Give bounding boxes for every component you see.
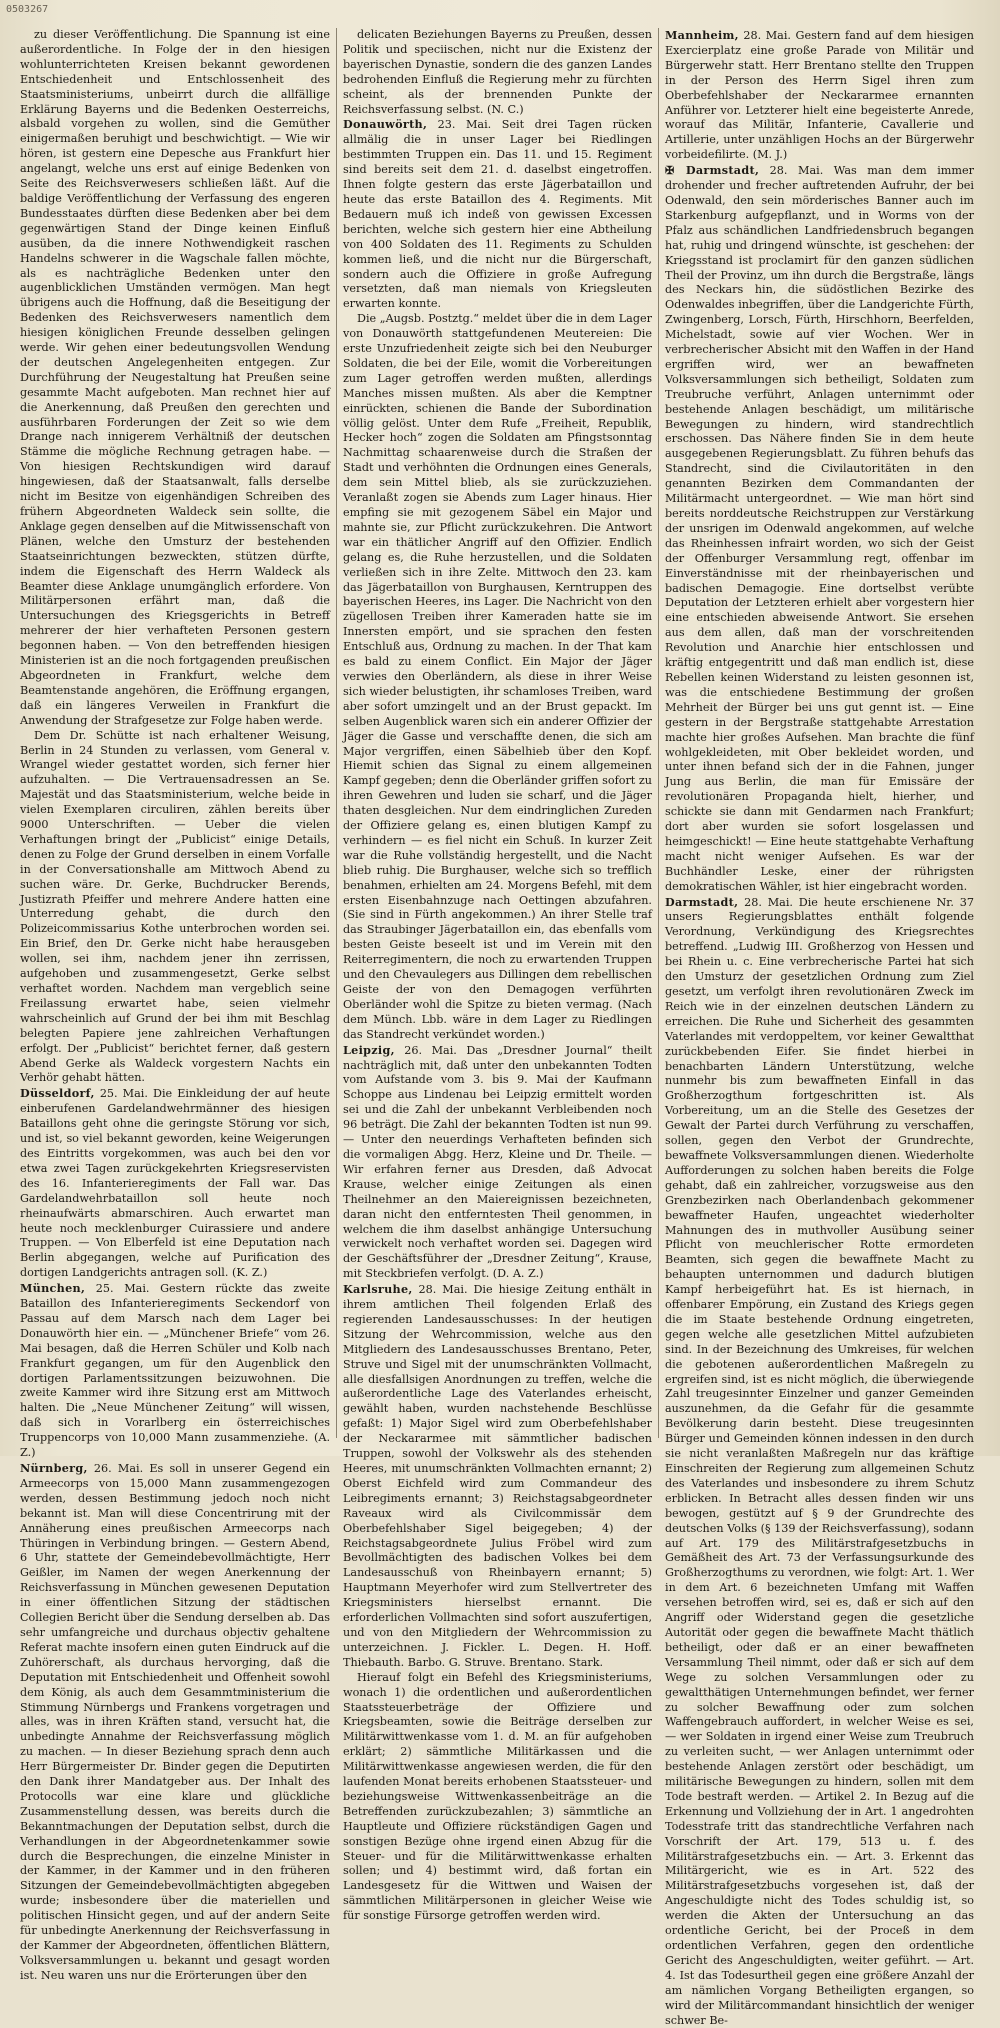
paragraph-text: delicaten Beziehungen Bayerns zu Preußen, dessen Politik und speciischen, nicht nur die Existenz der bayerischen Dynastie, sondern die des ganzen Landes bedrohenden Einfluß die Regierung mehr zu fürchten scheint, als der brennenden Punkte der Reichsverfassung selbst. (N. C.)	[343, 28, 652, 116]
paragraph-text: 28. Mai. Gestern fand auf dem hiesigen Exercierplatz eine große Parade von Militär und Bürgerwehr statt. Herr Brentano stellte den Truppen in der Person des Herrn Sigel ihren zum Oberbefehlshaber der Neckararmee ernannten Anführer vor. Letzterer hielt eine begeisterte Anrede, worauf das Militär, Infanterie, Cavallerie und Artillerie, unter unzähligen Hochs an der Bürgerwehr vorbeidefilirte. (M. J.)	[665, 29, 974, 162]
dateline-place: ✠ Darmstadt,	[665, 163, 760, 178]
paragraph-text: 25. Mai. Gestern rückte das zweite Bataillon des Infanterieregiments Seckendorf von Passau auf dem Marsch nach dem Lager bei Donauwörth hier ein. — „Münchener Briefe“ vom 26. Mai besagen, daß die Herren Schüler und Kolb nach Frankfurt gegangen, um für den Augenblick den dortigen Parlamentssitzungen beizuwohnen. Die zweite Kammer wird ihre Sitzung erst am Mittwoch halten. Die „Neue Münchener Zeitung“ will wissen, daß sich in Vorarlberg ein österreichisches Truppencorps von 10,000 Mann zusammenziehe. (A. Z.)	[20, 1282, 330, 1460]
article-paragraph	[665, 28, 974, 163]
paragraph-text: 28. Mai. Was man dem immer drohender und frecher auftretenden Aufruhr, der bei Odenwald, den sein mörderisches Banner auch im Starkenburg aufgepflanzt, und in Worms von der Pfalz aus schändlichen Landfriedensbruch begangen hat, ruhig und dringend wünschte, ist geschehen: der Kriegsstand ist proclamirt für den ganzen südlichen Theil der Provinz, um ihn durch die Bergstraße, längs des Neckars hin, die südöstlichen Bezirke des Odenwaldes inbegriffen, über die Landgerichte Fürth, Zwingenberg, Lorsch, Fürth, Hirschhorn, Beerfelden, Michelstadt, sowie auf vier Wochen. Wer in verbrecherischer Absicht mit den Waffen in der Hand ergriffen wird, wer an bewaffneten Volksversammlungen sich betheiligt, Soldaten zum Treubruche verführt, Anlagen unternimmt oder bestehende Anlagen beschädigt, um militärische Bewegungen zu hindern, wird standrechtlich erschossen. Das Nähere finden Sie in dem heute ausgegebenen Regierungsblatt. Zu führen behufs das Standrecht, sind die Civilautoritäten in den genannten Bezirken dem Commandanten der Militärmacht untergeordnet. — Wie man hört sind bereits norddeutsche Reichstruppen zur Verstärkung der unsrigen im Odenwald angekommen, auf welche das Rheinhessen infrairt worden, wo sich der Geist der Offenburger Versammlung regt, offenbar im Einverständnisse mit der rheinbayerischen und badischen Demagogie. Eine dortselbst verübte Deputation der Letzteren erhielt aber vorgestern hier eine entschieden abweisende Antwort. Sie ersehen aus dem allen, daß man der vorschreitenden Revolution und Anarchie hier entschlossen und kräftig entgegentritt und daß man endlich ist, diese Rebellen keinen Widerstand zu leisten gesonnen ist, was die entschiedene Bestimmung der großen Mehrheit der Bürger bei uns gut gennt ist. — Eine gestern in der Bergstraße stattgehabte Arrestation machte hier großes Aufsehen. Man brachte die fünf wohlgekleideten, mit Ober bekleidet worden, und unter ihnen befand sich der in die Fahnen, junger Jung aus Berlin, die man für Emissäre der revolutionären Propaganda hielt, hierher, und schickte sie dann mit Gendarmen nach Frankfurt; dort aber wurden sie sofort losgelassen und heimgeschickt! — Eine heute stattgehabte Verhaftung macht nicht weniger Aufsehen. Es war der Buchhändler Leske, einer der rührigsten demokratischen Wähler, ist hier eingebracht worden.	[665, 164, 974, 893]
article-paragraph	[343, 28, 652, 117]
article-paragraph	[343, 312, 652, 1042]
dateline-place: Leipzig,	[343, 1042, 395, 1057]
column-3	[658, 28, 980, 2027]
paragraph-text: zu dieser Veröffentlichung. Die Spannung ist eine außerordentliche. In Folge der in den hiesigen wohlunterrichteten Kreisen bekannt gewordenen Entschiedenheit und Entschlossenheit des Staatsministeriums, unbeirrt durch die allfällige Erklärung Bayerns und die Bedenken Oesterreichs, alsbald vorgehen zu wollen, sind die Gemüther einigermaßen beruhigt und beschwichtigt. — Wie wir hören, ist gestern eine Depesche aus Frankfurt hier angelangt, welche uns erst auf einige Bedenken von Seite des Reichsverwesers schließen läßt. Auf die baldige Veröffentlichung der Verfassung des engeren Bundesstaates dürften diese Bedenken aber bei dem gegenwärtigen Stand der Dinge keinen Einfluß ausüben, da die innere Nothwendigkeit raschen Handelns schwerer in die Wagschale fallen möchte, als es nachträgliche Bedenken unter den augenblicklichen Umständen vermögen. Man hegt übrigens auch die Hoffnung, daß die Beseitigung der Bedenken des Reichsverwesers namentlich dem hiesigen königlichen Freunde desselben gelingen werde. Wir gehen einer bedeutungsvollen Wendung der deutschen Angelegenheiten entgegen. Zur Durchführung der Neugestaltung hat Preußen seine gesammte Macht aufgeboten. Man rechnet hier auf die Anerkennung, daß Preußen den gerechten und ausführbaren Forderungen der Zeit so wie dem Drange nach innigerem Verhältniß der deutschen Stämme die mögliche Rechnung getragen habe. — Von hiesigen Rechtskundigen wird darauf hingewiesen, daß der Staatsanwalt, falls derselbe nicht im Besitze von eigenhändigen Schreiben des frühern Abgeordneten Waldeck sein sollte, die Anklage gegen denselben auf die Mitwissenschaft von Plänen, welche den Umsturz der bestehenden Staatseinrichtungen bezweckten, stützen dürfte, indem die Eigenschaft des Herrn Waldeck als Beamter diese Anklage unumgänglich erfordere. Von Militärpersonen erfährt man, daß die Untersuchungen des Kriegsgerichts in Betreff mehrerer der hier verhafteten Personen gestern begonnen haben. — Von den betreffenden hiesigen Ministerien ist an die noch fortgagenden preußischen Abgeordneten in Frankfurt, welche dem Beamtenstande angehören, die Eröffnung ergangen, daß ein längeres Verweilen in Frankfurt die Anwendung der Strafgesetze zur Folge haben werde.	[20, 28, 330, 727]
article-paragraph	[665, 895, 974, 2028]
dateline-place: Mannheim,	[665, 28, 739, 42]
dateline-place: Karlsruhe,	[343, 1282, 413, 1297]
dateline-place: Donauwörth,	[343, 117, 428, 132]
article-paragraph	[343, 1282, 652, 1671]
article-paragraph	[20, 1461, 330, 1984]
article-paragraph	[20, 1281, 330, 1461]
dateline-place: Darmstadt,	[665, 894, 739, 909]
article-paragraph	[343, 117, 652, 312]
column-2	[336, 28, 658, 1923]
article-paragraph	[20, 1086, 330, 1281]
paragraph-text: 26. Mai. Das „Dresdner Journal“ theilt nachträglich mit, daß unter den unbekannten Todten vom Aufstande vom 3. bis 9. Mai der Kaufmann Schoppe aus Lindenau bei Leipzig ermittelt worden sei und die Zahl der unbekannt Verbleibenden noch 96 beträgt. Die Zahl der bekannten Todten ist nun 99. — Unter den neuerdings Verhafteten befinden sich die vormaligen Abgg. Herz, Kleine und Dr. Theile. — Wir erfahren ferner aus Dresden, daß Advocat Krause, welcher einige Zeitungen als einen Theilnehmer an den Maiereignissen bezeichneten, daran nicht den entferntesten Theil genommen, in welchem die ihm daselbst anhängige Untersuchung verwickelt noch verhaftet worden sei. Dagegen wird der Geschäftsführer der „Dresdner Zeitung“, Krause, mit Steckbriefen verfolgt. (D. A. Z.)	[343, 1043, 652, 1281]
article-paragraph	[20, 729, 330, 1087]
paragraph-text: Dem Dr. Schütte ist nach erhaltener Weisung, Berlin in 24 Stunden zu verlassen, vom General v. Wrangel wieder gestattet worden, sich ferner hier aufzuhalten. — Die Vertrauensadressen an Se. Majestät und das Staatsministerium, welche beide in vielen Exemplaren circuliren, zählen bereits über 9000 Unterschriften. — Ueber die vielen Verhaftungen bringt der „Publicist“ einige Details, denen zu Folge der Grund derselben in einem Vorfalle in der Conversationshalle am Mittwoch Abend zu suchen wäre. Dr. Gerke, Buchdrucker Berends, Justizrath Pfeiffer und mehrere Andere hatten eine Unterredung gehabt, die durch den Polizeicommissarius Kothe unterbrochen worden sei. Ein Brief, den Dr. Gerke nicht habe herausgeben wollen, sei ihm, nachdem jener ihn zerrissen, aufgehoben und zusammengesetzt, Gerke selbst verhaftet worden. Nachdem man vergeblich seine Freilassung erwartet habe, seien vielmehr wahrscheinlich auf Grund der bei ihm mit Beschlag belegten Papiere jene zahlreichen Verhaftungen erfolgt. Der „Publicist“ berichtet ferner, daß gestern Abend Gerke als Waldeck vorgestern Nachts ein Verhör gehabt hätten.	[20, 728, 330, 1085]
paragraph-text: 28. Mai. Die hiesige Zeitung enthält in ihrem amtlichen Theil folgenden Erlaß des regierenden Landesausschusses: In der heutigen Sitzung der Wehrcommission, welche aus den Mitgliedern des Landesausschusses Brentano, Peter, Struve und Sigel mit der unumschränkten Vollmacht, alle diesfallsigen Anordnungen zu treffen, welche die außerordentliche Lage des Vaterlandes erheischt, gewählt haben, wurden nachstehende Beschlüsse gefaßt: 1) Major Sigel wird zum Oberbefehlshaber der Neckararmee mit sämmtlicher badischen Truppen, sowohl der Volkswehr als des stehenden Heeres, mit unumschränkten Vollmachten ernannt; 2) Oberst Eichfeld wird zum Commandeur des Leibregiments ernannt; 3) Reichstagsabgeordneter Raveaux wird als Civilcommissär dem Oberbefehlshaber Sigel beigegeben; 4) der Reichstagsabgeordnete Julius Fröbel wird zum Bevollmächtigten des badischen Volkes bei dem Landesausschuß von Rheinbayern ernannt; 5) Hauptmann Meyerhofer wird zum Stellvertreter des Kriegsministers hierselbst ernannt. Die erforderlichen Vollmachten sind sofort auszufertigen, und von den Mitgliedern der Wehrcommission zu unterzeichnen. J. Fickler. L. Degen. H. Hoff. Thiebauth. Barbo. G. Struve. Brentano. Stark.	[343, 1283, 652, 1669]
dateline-place: Nürnberg,	[20, 1461, 88, 1475]
column-1	[14, 28, 336, 1982]
dateline-place: Düsseldorf,	[20, 1086, 95, 1101]
page-id: 0503267	[6, 4, 49, 15]
paragraph-text: 28. Mai. Die heute erschienene Nr. 37 unsers Regierungsblattes enthält folgende Verordnung, Verkündigung des Kriegsrechtes betreffend. „Ludwig III. Großherzog von Hessen und bei Rhein u. c. Eine verbrecherische Partei hat sich den Umsturz der gesetzlichen Ordnung zum Ziel gesetzt, um verfolgt ihren revolutionären Zweck im Reich wie in der einzelnen deutschen Ländern zu erreichen. Die Ruhe und Sicherheit des gesammten Vaterlandes mit verdoppeltem, vor keiner Gewaltthat zurückbebenden Eifer. Sie findet hierbei in benachbarten Ländern Unterstützung, welche nunmehr bis zum bewaffneten Einfall in das Großherzogthum fortgeschritten ist. Als Vorbereitung, um an die Stelle des Gesetzes der Gewalt der Partei durch Verführung zu verschaffen, sollen, gegen den Verbot der Grundrechte, bewaffnete Volksversammlungen dienen. Wiederholte Aufforderungen zu solchen haben bereits die Folge gehabt, daß ein zahlreicher, vorzugsweise aus den Grenzbezirken nach Oberlandenbach gekommener bewaffneter Haufen, ungeachtet wiederholter Mahnungen des in muthvoller Ausübung seiner Pflicht von meuchlerischer Rotte ermordeten Beamten, sich gegen die bewaffnete Macht zu behaupten unternommen und dadurch blutigen Kampf herbeigeführt hat. Es ist hiernach, in offenbarer Empörung, ein Zustand des Kriegs gegen die im Staate bestehende Ordnung eingetreten, gegen welche alle gesetzlichen Mittel aufzubieten sind. In der Bezeichnung des Umkreises, für welchen die gebotenen außerordentlichen Maßregeln zu ergreifen sind, ist es nicht möglich, die überwiegende Zahl treugesinnter Einzelner und ganzer Gemeinden auszunehmen, da die Gefahr für die gesammte Bevölkerung darin besteht. Diese treugesinnten Bürger und Gemeinden können indessen in den durch sie nicht veranlaßten Maßregeln nur das kräftige Einschreiten der Regierung zum allgemeinen Schutz des Vaterlandes und insbesondere zu ihrem Schutz erblicken. In Betracht alles dessen finden wir uns bewogen, gestützt auf § 9 der Grundrechte des deutschen Volks (§ 139 der Reichsverfassung), sodann auf Art. 179 des Militärstrafgesetzbuchs in Gemäßheit des Art. 73 der Verfassungsurkunde des Großherzogthums zu verordnen, wie folgt: Art. 1. Wer in dem Art. 6 bezeichneten Umfang mit Waffen versehen betroffen wird, sei es, daß er sich auf den Angriff oder Widerstand gegen die gesetzliche Autorität oder gegen die bewaffnete Macht thätlich betheiligt, oder daß er an einer bewaffneten Versammlung Theil nimmt, oder daß er sich auf dem Wege zu solchen Versammlungen oder zu gewaltthätigen Unternehmungen befindet, wer ferner zu solcher Bewaffnung oder zum solchen Waffengebrauch auffordert, in welcher Weise es sei, — wer Soldaten in irgend einer Weise zum Treubruch zu verleiten sucht, — wer Anlagen unternimmt oder bestehende Anlagen zerstört oder beschädigt, um militärische Bewegungen zu hindern, sollen mit dem Tode bestraft werden. — Artikel 2. In Bezug auf die Erkennung und Vollziehung der in Art. 1 angedrohten Todesstrafe tritt das standrechtliche Verfahren nach Vorschrift der Art. 179, 513 u. f. des Militärstrafgesetzbuchs ein. — Art. 3. Erkennt das Militärgericht, wie es in Art. 522 des Militärstrafgesetzbuchs vorgesehen ist, daß der Angeschuldigte nicht des Todes schuldig ist, so werden die Akten der Untersuchung an das ordentliche Gericht, bei der Proceß in dem ordentlichen Verfahren, gegen den ordentliche Gericht des Angeschuldigten, weiter geführt. — Art. 4. Ist das Todesurtheil gegen eine größere Anzahl der am nämlichen Vorgang Betheiligten ergangen, so wird der Militärcommandant hinsichtlich der weniger schwer Be-	[665, 895, 974, 2027]
paragraph-text: Die „Augsb. Postztg.“ meldet über die in dem Lager von Donauwörth stattgefundenen Meutereien: Die erste Unzufriedenheit zeigte sich bei den Neuburger Soldaten, die bei der Eile, womit die Vorbereitungen zum Lager getroffen werden mußten, allerdings Manches missen mußten. Als aber die Kemptner einrückten, schienen die Bande der Subordination völlig gelöst. Unter dem Rufe „Freiheit, Republik, Hecker hoch“ zogen die Soldaten am Pfingstsonntag Nachmittag schaarenweise durch die Straßen der Stadt und verhöhnten die Ordnungen eines Generals, dem sein Mittel blieb, als sie zurückzuziehen. Veranlaßt zogen sie Abends zum Lager hinaus. Hier empfing sie mit gezogenem Säbel ein Major und mahnte sie, zur Pflicht zurückzukehren. Die Antwort war ein thätlicher Angriff auf den Offizier. Endlich gelang es, die Ruhe herzustellen, und die Soldaten verließen sich in ihre Zelte. Mittwoch den 23. kam das Jägerbataillon von Burghausen, Kerntruppen des bayerischen Heeres, ins Lager. Die Nachricht von den zügellosen Treiben ihrer Kameraden hatte sie im Innersten empört, und sie sprachen den festen Entschluß aus, Ordnung zu machen. In der That kam es bald zu einem Conflict. Ein Major der Jäger verwies den Oberländern, als diese in ihrer Weise sich wieder belustigten, ihr schamloses Treiben, ward aber sofort umzingelt und an der Brust gepackt. Im selben Augenblick waren sich ein anderer Offizier der Jäger die Gasse und verschaffte denen, die sich am Major vergriffen, einen Säbelhieb über den Kopf. Hiemit schien das Signal zu einem allgemeinen Kampf gegeben; denn die Oberländer griffen sofort zu ihren Gewehren und luden sie scharf, und die Jäger thaten desgleichen. Nur dem eindringlichen Zureden der Offiziere gelang es, einen blutigen Kampf zu verhindern — es fiel nicht ein Schuß. In kurzer Zeit war die Ruhe vollständig hergestellt, und die Nacht blieb ruhig. Die Burghauser, welche sich so trefflich benahmen, erhielten am 24. Morgens Befehl, mit dem ersten Eisenbahnzuge nach Oettingen abzufahren. (Sie sind in Fürth angekommen.) An ihrer Stelle traf das Straubinger Jägerbataillon ein, das ebenfalls vom besten Geiste beseelt ist und im Verein mit den Reiterregimentern, die noch zu erwartenden Truppen und den Chevaulegers aus Dillingen dem rebellischen Geiste der von den Demagogen verführten Oberländer wohl die Spitze zu bieten vermag. (Nach dem Münch. Lbb. wäre in dem Lager zu Riedlingen das Standrecht verkündet worden.)	[343, 312, 652, 1041]
paragraph-text: 26. Mai. Es soll in unserer Gegend ein Armeecorps von 15,000 Mann zusammengezogen werden, dessen Bestimmung jedoch noch nicht bekannt ist. Man will diese Concentrirung mit der Annäherung eines preußischen Armeecorps nach Thüringen in Verbindung bringen. — Gestern Abend, 6 Uhr, stattete der Gemeindebevollmächtigte, Herr Geißler, im Namen der wegen Anerkennung der Reichsverfassung in München gewesenen Deputation in einer öffentlichen Sitzung der städtischen Collegien Bericht über die Sendung derselben ab. Das sehr umfangreiche und durchaus objectiv gehaltene Referat machte insofern einen guten Eindruck auf die Zuhörerschaft, als durchaus hervorging, daß die Deputation mit Entschiedenheit und Offenheit sowohl dem König, als auch dem Gesammtministerium die Stimmung Nürnbergs und Frankens vorgetragen und alles, was in ihren Kräften stand, versucht hat, die unbedingte Annahme der Reichsverfassung möglich zu machen. — In dieser Beziehung sprach denn auch Herr Bürgermeister Dr. Binder gegen die Deputirten den Dank ihrer Mandatgeber aus. Der Inhalt des Protocolls war eine klare und glückliche Zusammenstellung dessen, was bereits durch die Bekanntmachungen der Deputation selbst, durch die Verhandlungen in der Abgeordnetenkammer sowie durch die Besprechungen, die einzelne Minister in der Kammer, in der Kammer und in den früheren Sitzungen der Gemeindebevollmächtigten abgegeben wurde; insbesondere über die materiellen und politischen Hinsicht gegen, und auf der andern Seite für unbedingte Anerkennung der Reichsverfassung in der Kammer der Abgeordneten, öffentlichen Blättern, Volksversammlungen u. bekannt und gesagt worden ist. Neu waren uns nur die Erörterungen über den	[20, 1462, 330, 1982]
article-paragraph	[665, 163, 974, 894]
article-paragraph	[20, 28, 330, 729]
dateline-place: München,	[20, 1281, 86, 1296]
article-paragraph	[343, 1671, 652, 1924]
text-columns	[14, 28, 988, 2027]
paragraph-text: 25. Mai. Die Einkleidung der auf heute einberufenen Gardelandwehrmänner des hiesigen Bataillons geht ohne die geringste Störung vor sich, und ist, so viel bekannt geworden, keine Weigerungen des Eintritts vorgekommen, was auch bei den vor etwa zwei Tagen zurückgekehrten Kriegsreservisten des 16. Infanterieregiments der Fall war. Das Gardelandwehrbataillon soll heute noch rheinaufwärts abmarschiren. Auch erwartet man heute noch mecklenburger Cuirassiere und andere Truppen. — Von Elberfeld ist eine Deputation nach Berlin abgegangen, welche auf Purification des dortigen Landgerichts antragen soll. (K. Z.)	[20, 1087, 330, 1280]
paragraph-text: 23. Mai. Seit drei Tagen rücken allmälig die in unser Lager bei Riedlingen bestimmten Truppen ein. Das 11. und 15. Regiment sind bereits seit dem 21. d. daselbst eingetroffen. Ihnen folgte gestern das erste Jägerbataillon und heute das erste Bataillon des 4. Regiments. Mit Bedauern muß ich indeß von gewissen Excessen berichten, welche sich gestern hier eine Abtheilung von 400 Soldaten des 11. Regiments zu Schulden kommen ließ, und die nicht nur die Bürgerschaft, sondern auch die Offiziere in große Aufregung versetzten, daß man niemals von Kriegsleuten erwarten konnte.	[343, 118, 652, 311]
paragraph-text: Hierauf folgt ein Befehl des Kriegsministeriums, wonach 1) die ordentlichen und außerordentlichen Staatssteuerbeträge der Offiziere und Kriegsbeamten, sowie die Beiträge derselben zur Militärwittwenkasse vom 1. d. M. an für aufgehoben erklärt; 2) sämmtliche Militärkassen und die Militärwittwenkasse angewiesen werden, die für den laufenden Monat bereits erhobenen Staatssteuer- und beziehungsweise Wittwenkassenbeiträge an die Betreffenden zurückzubezahlen; 3) sämmtliche an Hauptleute und Offiziere rückständigen Gagen und sonstigen Bezüge ohne irgend einen Abzug für die Steuer- und für die Militärwittwenkasse erhalten sollen; und 4) bestimmt wird, daß fortan ein Landesgesetz für die Wittwen und Waisen der sämmtlichen Militärpersonen in gleicher Weise wie für sonstige Fürsorge getroffen werden wird.	[343, 1670, 652, 1923]
article-paragraph	[343, 1043, 652, 1283]
